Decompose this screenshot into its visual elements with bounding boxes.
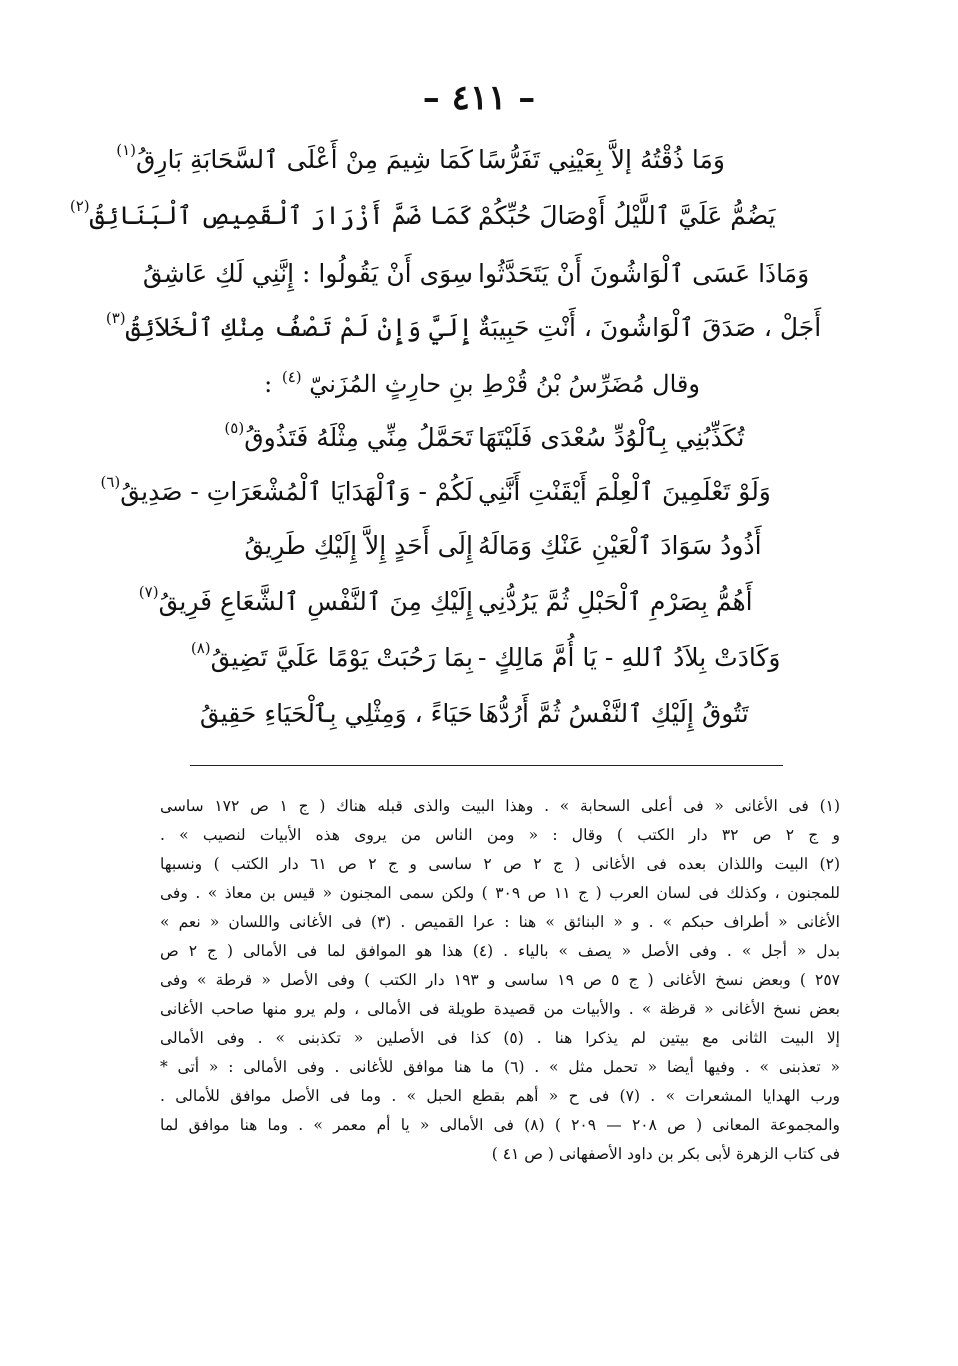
footnotes	[160, 792, 840, 1169]
verse-first-hemistich: أَذُودُ سَوَادَ ٱلْعَيْنِ عَنْكِ وَمَالَهُ	[478, 531, 762, 560]
hemistich-text: بِمَا رَحُبَتْ يَوْمًا عَلَيَّ تَضِيقُ	[210, 643, 473, 672]
footnote-line: و ج ٢ ص ٣٢ دار الكتب ) وقال : « ومن الناس من يروى هذه الأبيات لنصيب » .	[160, 826, 840, 844]
verse-first-hemistich: تُكَذِّبُنِي بِٱلْوُدِّ سُعْدَى فَلَيْتَهَا	[478, 423, 745, 452]
verse-second-hemistich	[128, 574, 473, 630]
verse	[100, 464, 828, 520]
verse-first-hemistich: وَكَادَتْ بِلاَدُ ٱللهِ - يَا أُمَّ مَالِكٍ -	[478, 643, 781, 672]
page-number: – ٤١١ –	[422, 78, 536, 118]
verse-second-hemistich	[116, 132, 473, 188]
verse	[128, 686, 828, 742]
intro-text: وقال مُضَرِّسُ بْنُ قُرْطِ بنِ حارِثٍ المُزَنيّ	[309, 370, 700, 398]
verse-second-hemistich	[100, 464, 473, 520]
footnote-line: بعض نسخ الأغانى « قرظة » . والأبيات من قصيدة طويلة فى الأمالى ، ولم يرو منها صاحب الأغانى	[160, 1000, 840, 1018]
footnote-line: (١) فى الأغانى « فى أعلى السحابة » . وهذا البيت والذى قبله هناك ( ج ١ ص ١٧٢ ساسى	[160, 797, 841, 815]
footnote-line: ورب الهدايا المشعرات » . (٧) فى ح « أهم بقطع الحبل » . وما فى الأصل موافق للأمالى .	[160, 1087, 840, 1105]
verse-first-hemistich: أَجَلْ ، صَدَقَ ٱلْوَاشُونَ ، أَنْتِ حَبِيبَةٌ	[478, 313, 822, 342]
verse-second-hemistich	[128, 686, 473, 742]
hemistich-text: لَكُمْ - وَٱلْهَدَايَا ٱلْمُشْعَرَاتِ - صَدِيقُ	[120, 477, 473, 506]
hemistich-text: إِلَى أَحَدٍ إِلاَّ إِلَيْكِ طَرِيقُ	[244, 531, 473, 560]
intro-colon: :	[264, 370, 273, 398]
hemistich-text: سِوَى أَنْ يَقُولُوا : إِنَّنِي لَكِ عَاشِقُ	[142, 259, 473, 288]
verse-second-hemistich	[128, 630, 473, 686]
footnote-ref: (٢)	[69, 197, 90, 215]
footnote-ref: (٣)	[105, 309, 126, 327]
verse-first-hemistich: وَمَاذَا عَسَى ٱلْوَاشُونَ أَنْ يَتَحَدَّثُوا	[478, 259, 810, 288]
verse	[128, 630, 828, 686]
verse	[128, 518, 828, 574]
footnote-ref: (٥)	[224, 419, 245, 437]
footnote-ref: (٦)	[100, 473, 121, 491]
footnote-line: الأغانى « أطراف حبكم » . و « البنائق » هنا : عرا القميص . (٣) فى الأغانى واللسان « نعم »	[160, 913, 840, 931]
hemistich-text: كَمَا ضَمَّ أَزْرَارَ ٱلْقَمِيصِ ٱلْبَنَائِقُ	[89, 201, 473, 230]
hemistich-text: إِلَيَّ وَإِنْ لَمْ تَصْفُ مِنْكِ ٱلْخَلاَئِقُ	[125, 313, 473, 342]
footnote-ref: (٤)	[281, 368, 302, 386]
footnote-ref: (٨)	[190, 639, 211, 657]
verse	[105, 300, 828, 356]
footnote-line: فى كتاب الزهرة لأبى بكر بن داود الأصفهانى ( ص ٤١ )	[491, 1145, 840, 1163]
hemistich-text: كَمَا شِيمَ مِنْ أَعْلَى ٱلسَّحَابَةِ بَارِقُ	[136, 145, 473, 174]
hemistich-text: إِلَيْكِ مِنَ ٱلنَّفْسِ ٱلشَّعَاعِ فَرِيقُ	[158, 587, 473, 616]
verse-second-hemistich	[105, 300, 473, 356]
footnote-line: إلا البيت الثانى مع بيتين لم يذكرا هنا . (٥) كذا فى الأصلين « تكذبنى » . وفى الأمالى	[160, 1029, 840, 1047]
footnote-line: للمجنون ، وكذلك فى لسان العرب ( ج ١١ ص ٣٠٩ ) ولكن سمى المجنون « قيس بن معاذ » . وفى	[160, 884, 841, 902]
verse-second-hemistich	[128, 246, 473, 302]
footnote-line: ٢٥٧ ) وبعض نسخ الأغانى ( ج ٥ ص ١٩ ساسى و ١٩٣ دار الكتب ) وفى الأصل « قرطة » وفى	[160, 971, 840, 989]
verse	[128, 246, 828, 302]
hemistich-text: تَحَمَّلُ مِنِّي مِثْلَهُ فَتَذُوقُ	[244, 423, 473, 452]
footnote-line: (٢) البيت واللذان بعده فى الأغانى ( ج ٢ ص ٢ ساسى و ج ٢ ص ٦١ دار الكتب ) ونسبها	[160, 855, 840, 873]
footnote-line: والمجموعة المعانى ( ص ٢٠٨ — ٢٠٩ ) (٨) فى الأمالى « يا أم معمر » . وما هنا موافق لما	[160, 1116, 841, 1134]
footnote-separator	[190, 765, 783, 766]
verse	[116, 132, 828, 188]
verse-first-hemistich: تَتُوقُ إِلَيْكِ ٱلنَّفْسُ ثُمَّ أَرُدُّهَا	[478, 699, 749, 728]
verse-second-hemistich	[128, 518, 473, 574]
verse	[69, 188, 828, 244]
verse-first-hemistich: وَلَوْ تَعْلَمِينَ ٱلْعِلْمَ أَيْقَنْتِ أَنَّنِي	[478, 477, 771, 506]
hemistich-text: حَيَاءً ، وَمِثْلِي بِٱلْحَيَاءِ حَقِيقُ	[199, 699, 473, 728]
verse-first-hemistich: أَهُمُّ بِصَرْمِ ٱلْحَبْلِ ثُمَّ يَرُدُّنِي	[478, 587, 753, 616]
footnote-line: « تعذبنى » . وفيها أيضا « تحمل مثل » . (٦) ما هنا موافق للأغانى . وفى الأمالى : « أتى *	[160, 1058, 840, 1076]
verse	[128, 574, 828, 630]
footnote-ref: (٧)	[138, 583, 159, 601]
verse-first-hemistich: يَضُمُّ عَلَيَّ ٱللَّيْلُ أَوْصَالَ حُبِّكُمْ	[478, 201, 776, 230]
footnote-ref: (١)	[116, 141, 137, 159]
footnote-line: بدل « أجل » . وفى الأصل « يصف » بالياء . (٤) هذا هو الموافق لما فى الأمالى ( ج ٢ ص	[160, 942, 841, 960]
verse-second-hemistich	[69, 188, 473, 244]
verse-second-hemistich	[128, 410, 473, 466]
verse	[128, 410, 828, 466]
verse-first-hemistich: وَمَا ذُقْتُهُ إلاَّ بِعَيْنِي تَفَرُّسًا	[478, 145, 726, 174]
